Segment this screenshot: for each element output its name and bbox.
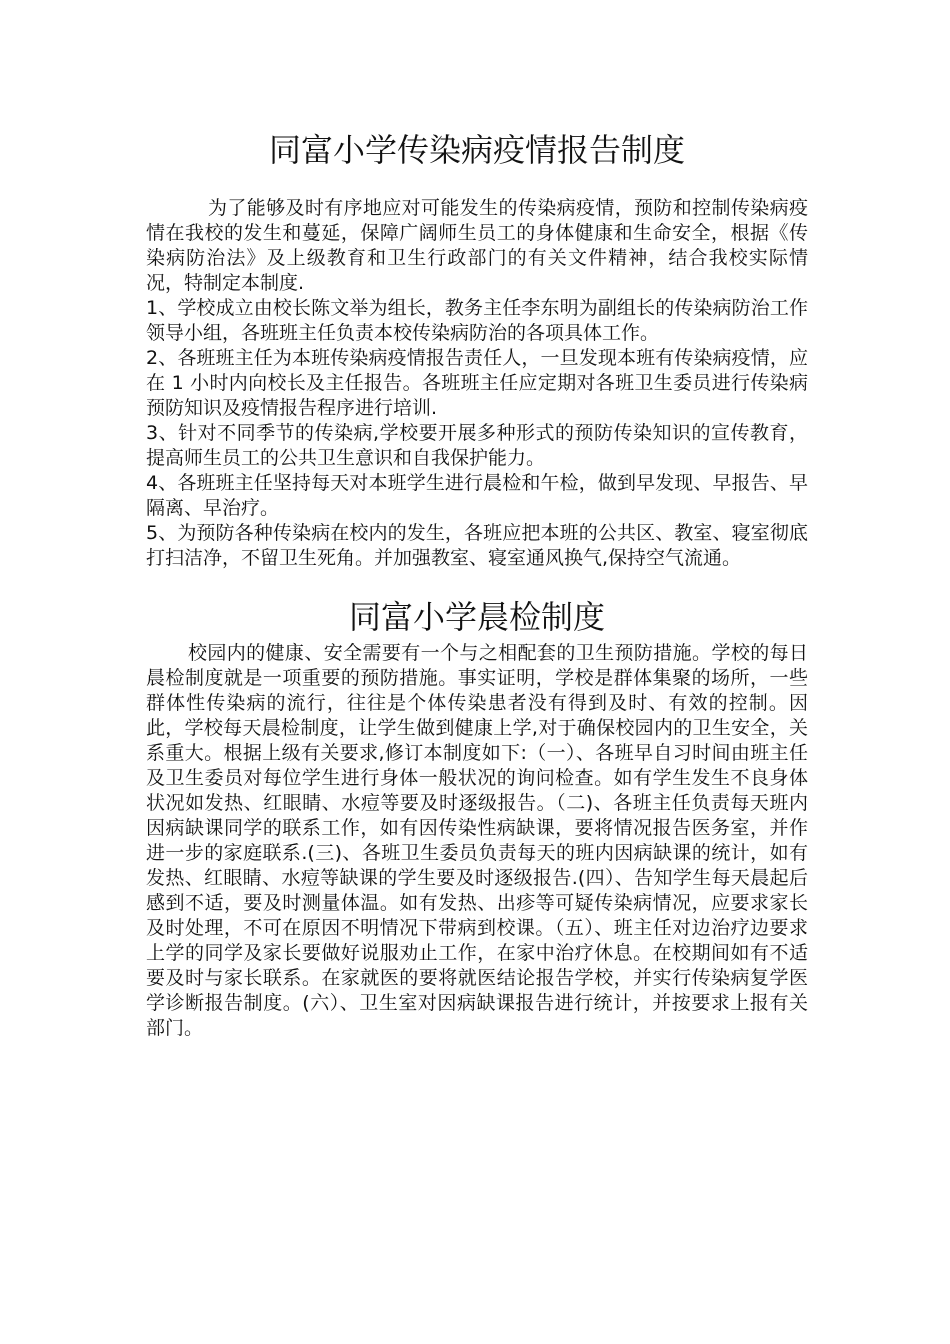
section1-title: 同富小学传染病疫情报告制度 — [268, 131, 685, 169]
section1-item-2: 2、各班班主任为本班传染病疫情报告责任人，一旦发现本班有传染病疫情，应在 1 小时内向校长及主任报告。各班班主任应定期对各班卫生委员进行传染病预防知识及疫情报告程序进行培训. — [146, 347, 808, 419]
section1-item-4: 4、各班班主任坚持每天对本班学生进行晨检和午检，做到早发现、早报告、早隔离、早治疗。 — [146, 472, 808, 519]
section1-item-1: 1、学校成立由校长陈文举为组长，教务主任李东明为副组长的传染病防治工作领导小组，各班班主任负责本校传染病防治的各项具体工作。 — [146, 297, 808, 344]
section1-intro: 为了能够及时有序地应对可能发生的传染病疫情，预防和控制传染病疫情在我校的发生和蔓延，保障广阔师生员工的身体健康和生命安全，根据《传染病防治法》及上级教育和卫生行政部门的有关文件精神，结合我校实际情况，特制定本制度. — [146, 197, 808, 294]
section1-item-5: 5、为预防各种传染病在校内的发生，各班应把本班的公共区、教室、寝室彻底打扫洁净，不留卫生死角。并加强教室、寝室通风换气,保持空气流通。 — [146, 522, 808, 569]
document-content — [146, 126, 808, 1041]
section1-item-3: 3、针对不同季节的传染病,学校要开展多种形式的预防传染知识的宣传教育，提高师生员工的公共卫生意识和自我保护能力。 — [146, 422, 808, 469]
section2-body: 校园内的健康、安全需要有一个与之相配套的卫生预防措施。学校的每日晨检制度就是一项重要的预防措施。事实证明，学校是群体集聚的场所，一些群体性传染病的流行，往往是个体传染患者没有得到及时、有效的控制。因此，学校每天晨检制度，让学生做到健康上学,对于确保校园内的卫生安全，关系重大。根据上级有关要求,修订本制度如下:（一）、各班早自习时间由班主任及卫生委员对每位学生进行身体一般状况的询问检查。如有学生发生不良身体状况如发热、红眼睛、水痘等要及时逐级报告。（二)、各班主任负责每天班内因病缺课同学的联系工作，如有因传染性病缺课，要将情况报告医务室，并作进一步的家庭联系.(三)、各班卫生委员负责每天的班内因病缺课的统计，如有发热、红眼睛、水痘等缺课的学生要及时逐级报告.(四）、告知学生每天晨起后感到不适，要及时测量体温。如有发热、出疹等可疑传染病情况，应要求家长及时处理，不可在原因不明情况下带病到校课。（五）、班主任对边治疗边要求上学的同学及家长要做好说服劝止工作，在家中治疗休息。在校期间如有不适要及时与家长联系。在家就医的要将就医结论报告学校，并实行传染病复学医学诊断报告制度。(六）、卫生室对因病缺课报告进行统计，并按要求上报有关部门。 — [146, 642, 808, 1039]
section2-title: 同富小学晨检制度 — [348, 598, 605, 636]
